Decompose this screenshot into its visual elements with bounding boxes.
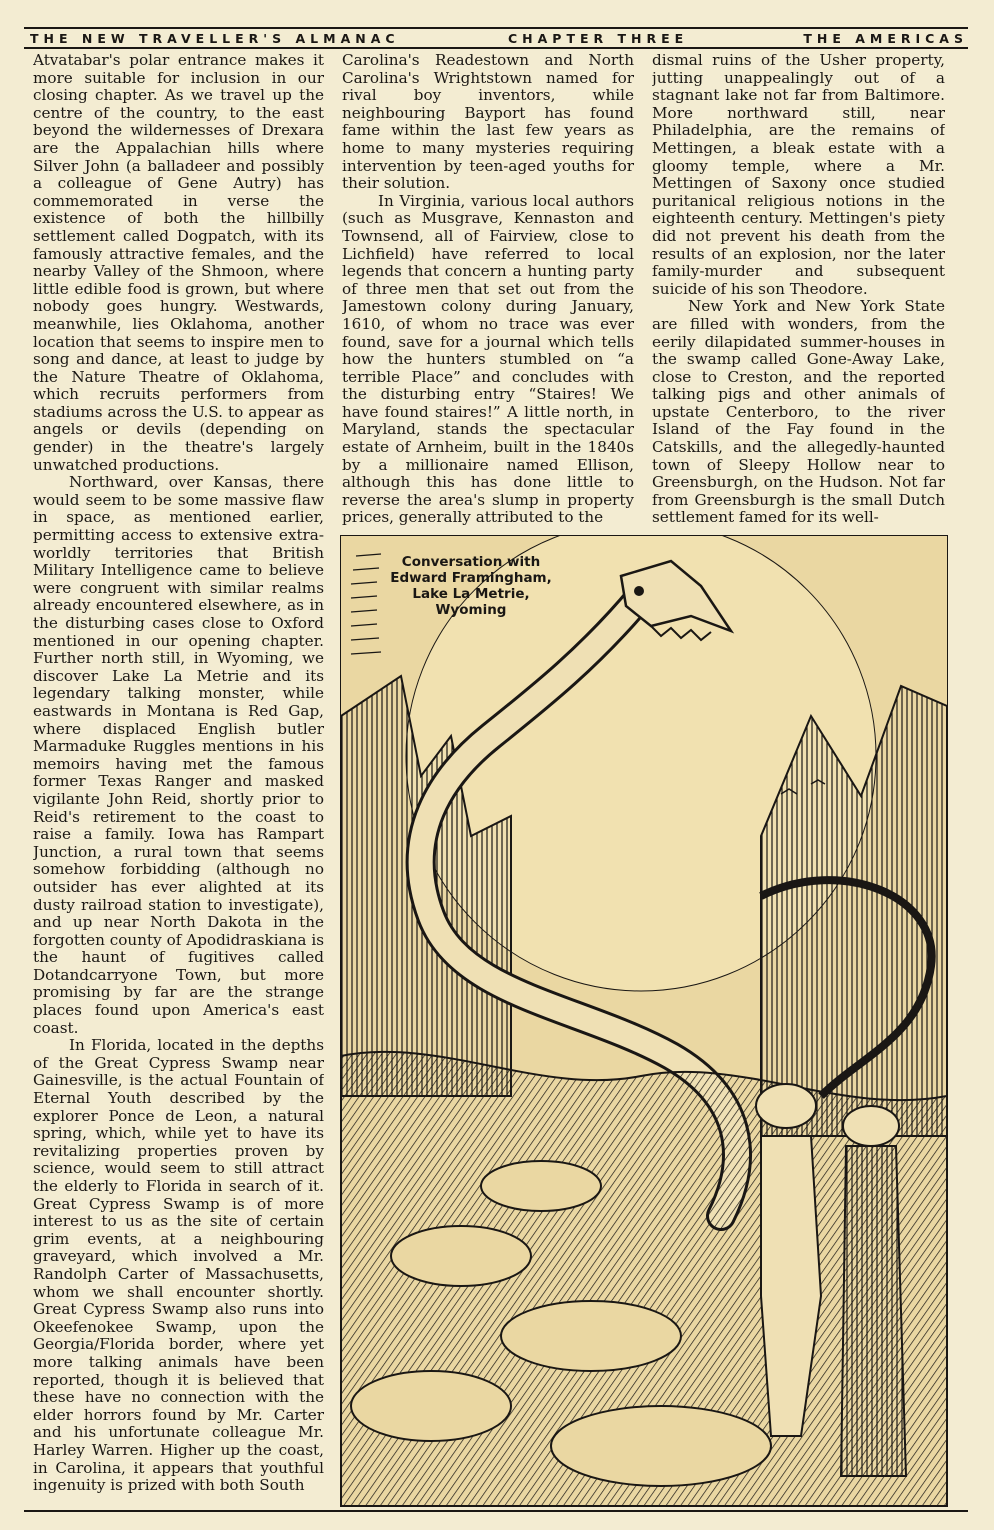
paragraph: New York and New York State are filled with wonders, from the eerily dilapidated summer-houses in the swamp called Gone-Away Lake, close to Creston, and the reported talking pigs and other animals of upstate Centerboro, to the river Island of the Fay found in the Catskills, and the allegedly-haunted town of Sleepy Hollow near to Greensburgh, on the Hudson. Not far from Greensburgh is the small Dutch settlement famed for its well- bbox=[652, 297, 945, 527]
sky-hatching bbox=[351, 554, 381, 654]
illustration-drawing bbox=[341, 536, 947, 1506]
text-column-2 bbox=[342, 52, 634, 532]
header-rule-top bbox=[24, 27, 968, 29]
paragraph: dismal ruins of the Usher property, jutting unappealingly out of a stagnant lake not far from Baltimore. More northward still, near Philadelphia, are the remains of Mettingen, a bleak estate with a gloomy temple, where a Mr. Mettingen of Saxony once studied puritanical religious notions in the eighteenth century. Mettingen's piety did not prevent his death from the results of an explosion, nor the later family-murder and subsequent suicide of his son Theodore. bbox=[652, 52, 945, 298]
serpent-eye bbox=[634, 586, 644, 596]
illustration-caption: Conversation with Edward Framingham, Lake La Metrie, Wyoming bbox=[390, 554, 552, 618]
paragraph: In Florida, located in the depths of the Great Cypress Swamp near Gainesville, is the actual Fountain of Eternal Youth described by the explorer Ponce de Leon, a natural spring, which, while yet to have its revitalizing properties proven by science, would seem to still attract the elderly to Florida in search of it. Great Cypress Swamp is of more interest to us as the site of certain grim events, at a neighbouring graveyard, which involved a Mr. Randolph Carter of Massachusetts, whom we shall encounter shortly. Great Cypress Swamp also runs into Okeefenokee Swamp, upon the Georgia/Florida border, where yet more talking animals have been reported, though it is believed that these have no connection with the elder horrors found by Mr. Carter and his unfortunate colleague Mr. Harley Warren. Higher up the coast, in Carolina, it appears that youthful ingenuity is prized with both South bbox=[33, 1036, 324, 1495]
bottom-rule bbox=[24, 1510, 968, 1512]
paragraph: Carolina's Readestown and North Carolina's Wrightstown named for rival boy inventors, while neighbouring Bayport has found fame within the last few years as home to many mysteries requiring intervention by teen-aged youths for their solution. bbox=[342, 52, 634, 193]
header-section: THE AMERICAS bbox=[803, 31, 968, 46]
header-book-title: THE NEW TRAVELLER'S ALMANAC bbox=[30, 31, 400, 46]
paragraph: Atvatabar's polar entrance makes it more suitable for inclusion in our closing chapter. As we travel up the centre of the country, to the east beyond the wildernesses of Drexara are the Appalachian hills where Silver John (a balladeer and possibly a colleague of Gene Autry) has commemorated in verse the existence of both the hillbilly settlement called Dogpatch, with its famously attractive females, and the nearby Valley of the Shmoon, where little edible food is grown, but where nobody goes hungry. Westwards, meanwhile, lies Oklahoma, another location that seems to inspire men to song and dance, at least to judge by the Nature Theatre of Oklahoma, which recruits performers from stadiums across the U.S. to appear as angels or devils (depending on gender) in the theatre's largely unwatched productions. bbox=[33, 52, 324, 474]
header-chapter: CHAPTER THREE bbox=[508, 31, 689, 46]
running-header bbox=[30, 30, 968, 47]
text-column-3 bbox=[652, 52, 945, 532]
lake-monster-illustration bbox=[340, 535, 948, 1507]
text-column-1 bbox=[33, 52, 324, 1507]
paragraph: In Virginia, various local authors (such as Musgrave, Kennaston and Townsend, all of Fairview, close to Lichfield) have referred to local legends that concern a hunting party of three men that set out from the Jamestown colony during January, 1610, of whom no trace was ever found, save for a journal which tells how the hunters stumbled on “a terrible Place” and concludes with the disturbing entry “Staires! We have found staires!” A little north, in Maryland, stands the spectacular estate of Arnheim, built in the 1840s by a millionaire named Ellison, although this has done little to reverse the area's slump in property prices, generally attributed to the bbox=[342, 191, 634, 527]
paragraph: Northward, over Kansas, there would seem to be some massive flaw in space, as mentioned earlier, permitting access to extensive extra-worldly territories that British Military Intelligence came to believe were congruent with similar realms already encountered elsewhere, as in the disturbing cases close to Oxford mentioned in our opening chapter. Further north still, in Wyoming, we discover Lake La Metrie and its legendary talking monster, while eastwards in Montana is Red Gap, where displaced English butler Marmaduke Ruggles mentions in his memoirs having met the famous former Texas Ranger and masked vigilante John Reid, shortly prior to Reid's retirement to the coast to raise a family. Iowa has Rampart Junction, a rural town that seems somehow forbidding (although no outsider has ever alighted at its dusty railroad station to investigate), and up near North Dakota in the forgotten county of Apodidraskiana is the haunt of fugitives called Dotandcarryone Town, but more promising by far are the strange places found upon America's east coast. bbox=[33, 473, 324, 1037]
header-rule-bottom bbox=[24, 47, 968, 49]
